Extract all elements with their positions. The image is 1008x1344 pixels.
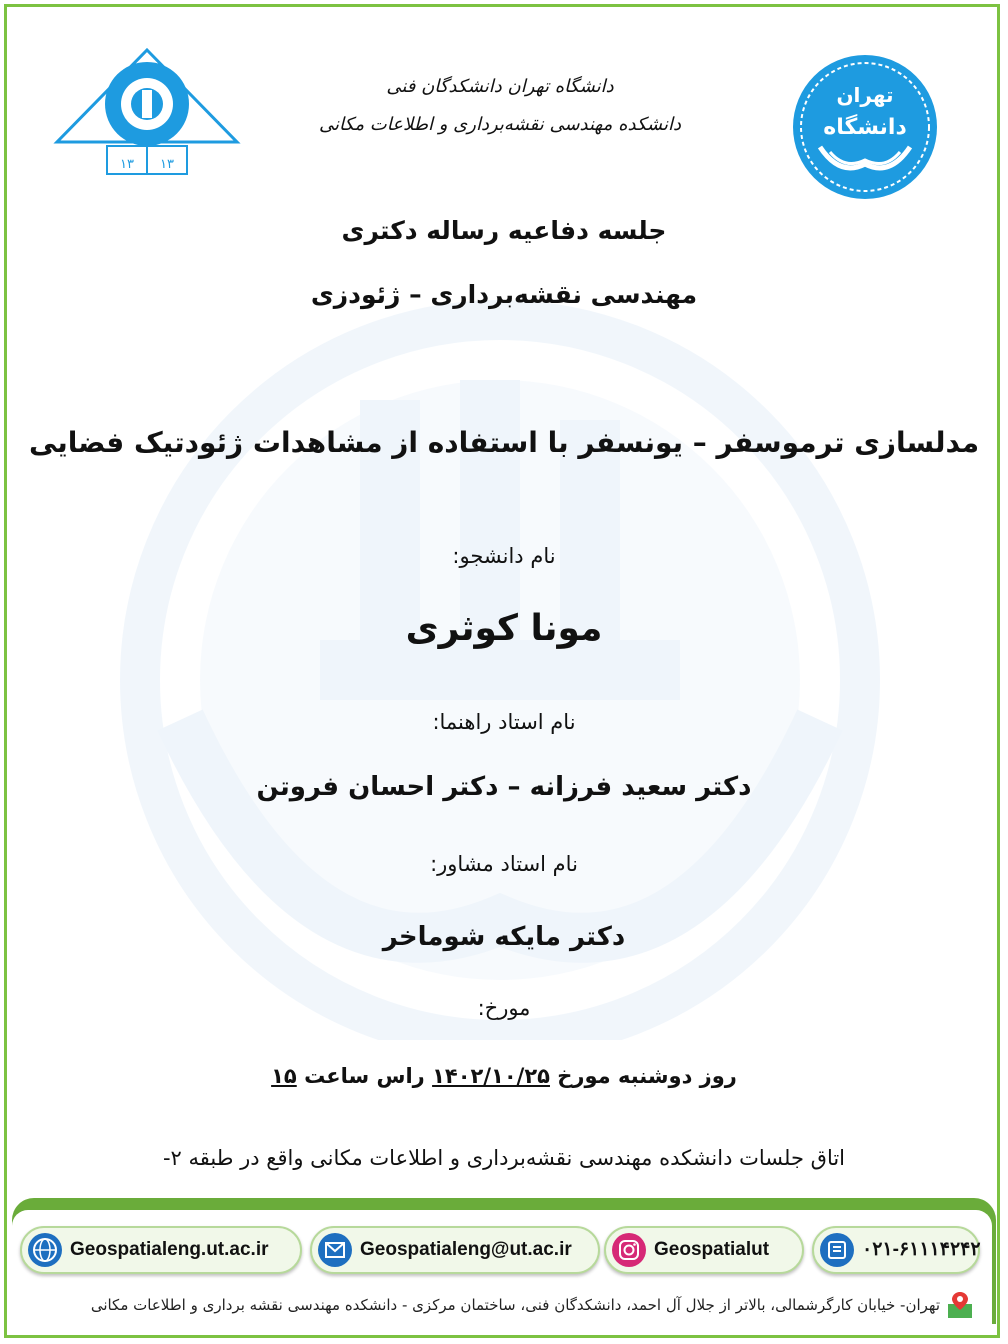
time-prefix: راس ساعت: [304, 1064, 425, 1088]
globe-icon: [28, 1233, 62, 1267]
logo-text-university: دانشگاه: [823, 115, 907, 140]
website-text[interactable]: Geospatialeng.ut.ac.ir: [70, 1239, 269, 1260]
date-label: مورخ:: [477, 996, 531, 1020]
thesis-title: مدلسازی ترموسفر – یونسفر با استفاده از مشاهدات ژئودتیک فضایی: [28, 426, 980, 459]
date-prefix: روز دوشنبه مورخ: [557, 1064, 737, 1088]
instagram-icon: [612, 1233, 646, 1267]
phone-text[interactable]: ۰۲۱-۶۱۱۱۴۲۴۲: [862, 1239, 981, 1260]
defense-title: جلسه دفاعیه رساله دکتری: [341, 216, 667, 245]
university-header: [300, 68, 700, 144]
location-pin-icon: [946, 1290, 974, 1320]
faculty-of-engineering-logo: [52, 42, 242, 182]
advisor-label: نام استاد مشاور:: [430, 852, 578, 876]
phone-icon: [820, 1233, 854, 1267]
address-text: تهران- خیابان کارگرشمالی، بالاتر از جلال آل احمد، دانشکدگان فنی، ساختمان مرکزی - دانشکده مهندسی نقشه برداری و اطلاعات مکانی: [90, 1296, 940, 1314]
supervisor-names: دکتر سعید فرزانه – دکتر احسان فروتن: [256, 772, 752, 802]
email-text[interactable]: Geospatialeng@ut.ac.ir: [360, 1239, 572, 1260]
student-name: مونا کوثری: [405, 608, 603, 649]
university-of-tehran-logo: [790, 52, 940, 202]
phone-pill[interactable]: [812, 1226, 980, 1274]
logo-digits-right: ۱۳: [160, 157, 174, 172]
date-value: ۱۴۰۲/۱۰/۲۵: [432, 1064, 550, 1088]
faculty-line: دانشکده مهندسی نقشه‌برداری و اطلاعات مکانی: [319, 114, 681, 135]
logo-text-tehran: تهران: [836, 83, 894, 107]
website-pill[interactable]: [20, 1226, 302, 1274]
instagram-text[interactable]: Geospatialut: [654, 1239, 770, 1260]
location-text: اتاق جلسات دانشکده مهندسی نقشه‌برداری و اطلاعات مکانی واقع در طبقه ۲-: [162, 1146, 846, 1170]
date-line: [0, 1064, 1008, 1088]
hour-value: ۱۵: [271, 1064, 297, 1088]
supervisor-label: نام استاد راهنما:: [432, 710, 576, 734]
university-line: دانشگاه تهران دانشکدگان فنی: [386, 76, 614, 97]
logo-digits-left: ۱۳: [120, 157, 134, 172]
instagram-pill[interactable]: [604, 1226, 804, 1274]
email-pill[interactable]: [310, 1226, 600, 1274]
advisor-name: دکتر مایکه شوماخر: [382, 922, 626, 952]
email-icon: [318, 1233, 352, 1267]
field-title: مهندسی نقشه‌برداری – ژئودزی: [310, 280, 698, 309]
student-label: نام دانشجو:: [452, 544, 556, 568]
